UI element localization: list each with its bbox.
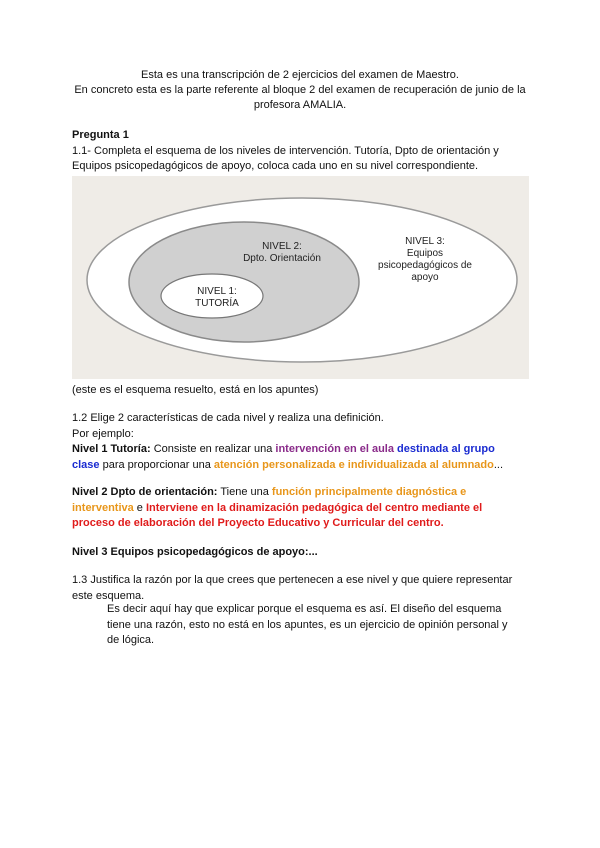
nivel-1-text-4: ... (493, 458, 504, 471)
question-1-title: Pregunta 1 (72, 129, 129, 141)
nivel-3-label: Nivel 3 Equipos psicopedagógicos de apoyo:... (72, 546, 318, 558)
question-1-2-block (72, 411, 542, 473)
diagram-caption: (este es el esquema resuelto, está en los apuntes) (72, 384, 319, 396)
question-1-3-explanation (107, 602, 537, 649)
nivel-2-line-2 (72, 501, 542, 517)
nivel-2-text-2: e (133, 501, 146, 514)
nivel-2-highlight-2: Interviene en la dinamización pedagógica del centro mediante el (145, 501, 483, 514)
intro-line-1: Esta es una transcripción de 2 ejercicios del examen de Maestro. (141, 69, 459, 81)
question-1-3-line-2: este esquema. (72, 589, 145, 602)
nivel-2-highlight-1: función principalmente diagnóstica e (271, 486, 467, 498)
nivel-1-line-1 (72, 442, 542, 458)
nivel-2-label: Nivel 2 Dpto de orientación: (72, 486, 218, 498)
intro-text (40, 68, 560, 113)
explanation-line-3: de lógica. (107, 634, 155, 646)
level-1-label (172, 286, 262, 310)
nivel-1-text-1: Consiste en realizar una (150, 443, 276, 455)
question-1-2-line-1: 1.2 Elige 2 características de cada nivel y realiza una definición. (72, 412, 384, 424)
levels-diagram (72, 176, 529, 379)
nivel-1-highlight-3: atención personalizada e individualizada al alumnado (213, 458, 494, 471)
question-1-1-line-2: Equipos psicopedagógicos de apoyo, coloca cada uno en su nivel correspondiente. (72, 160, 479, 172)
nivel-2-highlight-1b: interventiva (72, 501, 134, 514)
level-2-name: Dpto. Orientación (243, 253, 321, 264)
level-3-name-3: apoyo (411, 272, 439, 283)
level-1-name: TUTORÍA (195, 298, 239, 309)
level-3-label (360, 236, 490, 284)
nivel-1-text-3: para proporcionar una (99, 458, 214, 471)
intro-line-3: profesora AMALIA. (253, 99, 347, 111)
nivel-2-line-1 (72, 485, 542, 501)
nivel-2-highlight-2b: proceso de elaboración del Proyecto Educativo y Curricular del centro. (72, 517, 444, 529)
nivel-1-label: Nivel 1 Tutoría: (72, 443, 151, 455)
intro-line-2: En concreto esta es la parte referente al bloque 2 del examen de recuperación de junio de la (74, 84, 526, 96)
explanation-line-2: tiene una razón, esto no está en los apuntes, es un ejercicio de opinión personal y (107, 618, 508, 631)
nivel-2-block (72, 485, 542, 532)
level-3-name-2: psicopedagógicos de (378, 260, 472, 271)
level-3-title: NIVEL 3: (405, 236, 445, 247)
level-3-name-1: Equipos (406, 248, 444, 259)
nivel-1-line-2 (72, 458, 542, 474)
level-1-title: NIVEL 1: (197, 286, 237, 297)
question-1-3-block (72, 573, 542, 604)
level-2-title: NIVEL 2: (262, 241, 302, 252)
nivel-2-line-3 (72, 516, 542, 532)
nivel-1-highlight-2b: clase (72, 458, 100, 471)
level-2-label (202, 241, 362, 265)
question-1-1-line-1: 1.1- Completa el esquema de los niveles de intervención. Tutoría, Dpto de orientación y (72, 144, 499, 157)
question-1-2-line-2: Por ejemplo: (72, 427, 134, 440)
question-1-block (72, 128, 542, 175)
nivel-1-highlight-1: intervención en el aula (275, 443, 394, 455)
nivel-2-text-1: Tiene una (217, 486, 272, 498)
explanation-line-1: Es decir aquí hay que explicar porque el esquema es así. El diseño del esquema (107, 603, 502, 615)
nivel-1-highlight-2: destinada al grupo (397, 443, 495, 455)
question-1-3-line-1: 1.3 Justifica la razón por la que crees que pertenecen a ese nivel y que quiere representar (72, 574, 513, 586)
